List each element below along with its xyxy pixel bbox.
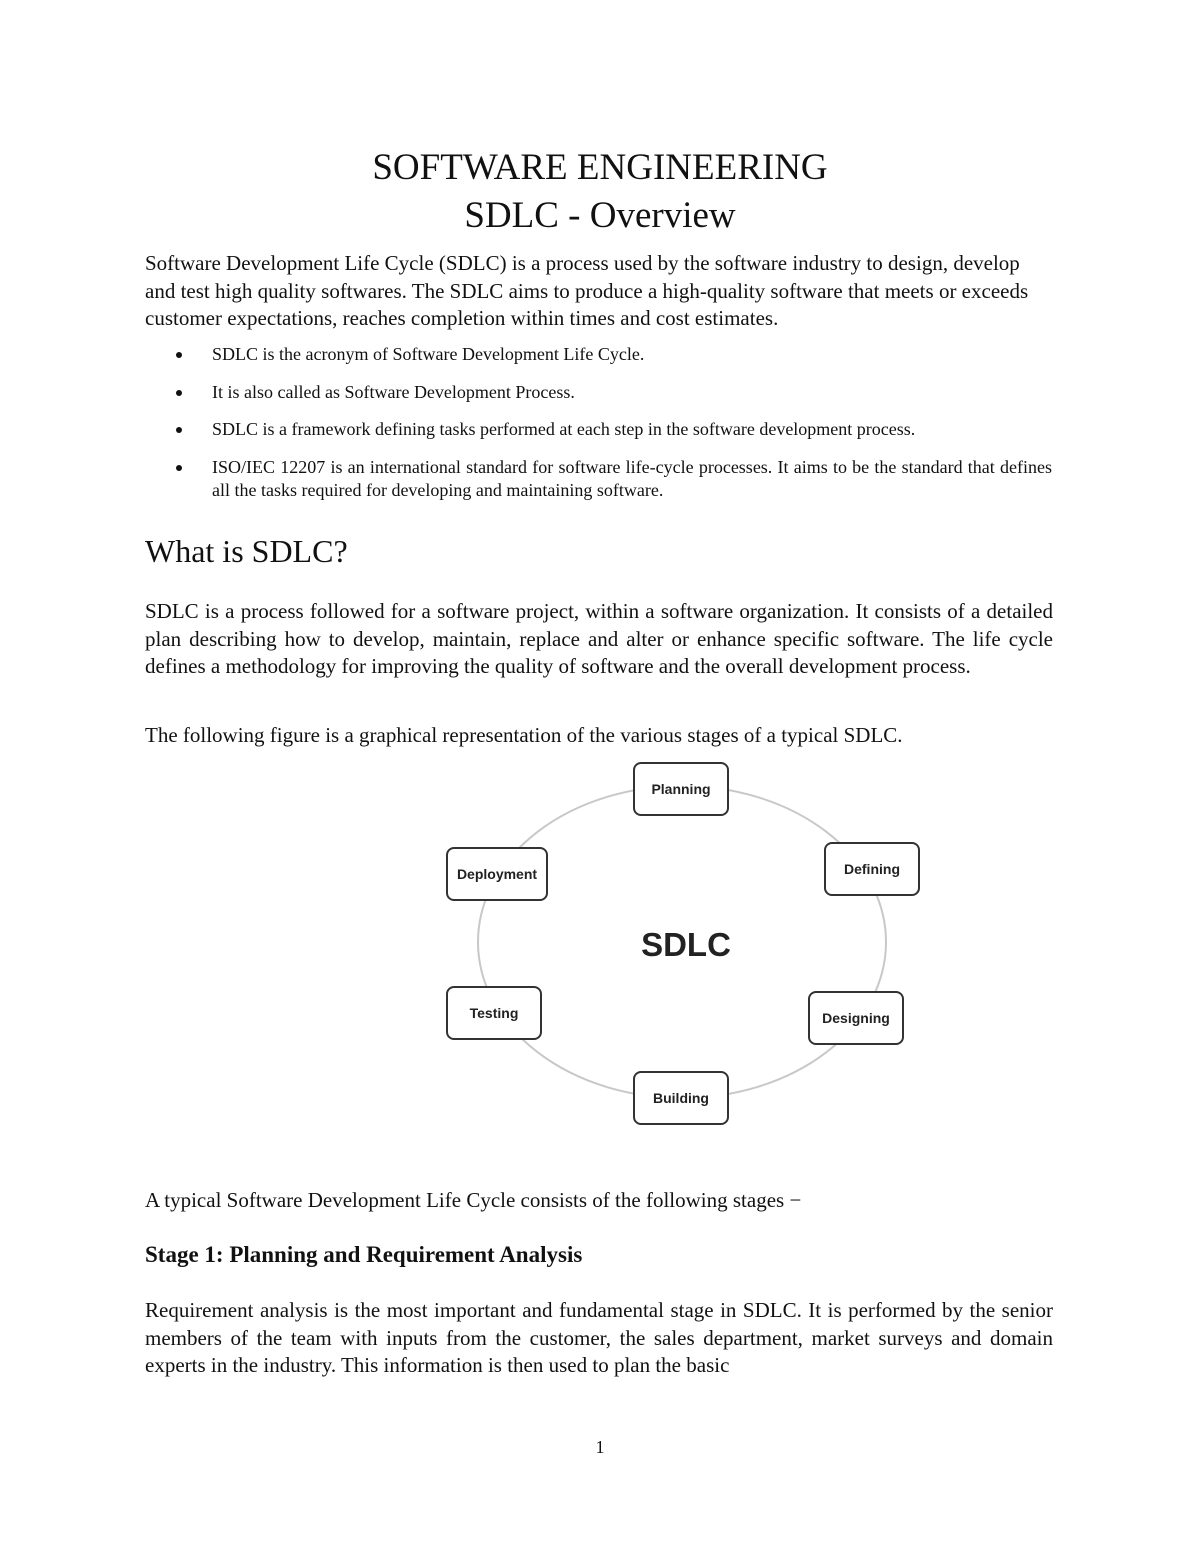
bullet-dot-icon: [176, 390, 182, 396]
section-heading-what-is-sdlc: What is SDLC?: [145, 533, 348, 569]
stage-label-planning: Planning: [651, 781, 711, 797]
stage-label-building: Building: [653, 1090, 709, 1106]
stage-box-defining: [825, 843, 919, 895]
stage-label-testing: Testing: [469, 1005, 519, 1021]
bullet-text: ISO/IEC 12207 is an international standard for software life-cycle processes. It aims to be the standard that defines all the tasks required for developing and maintaining software.: [212, 456, 1052, 500]
stage-box-building: [634, 1072, 728, 1124]
bullet-list: [172, 343, 1052, 516]
bullet-item: [172, 418, 1052, 441]
what-is-paragraph: SDLC is a process followed for a software project, within a software organization. It consists of a detailed plan describing how to develop, maintain, replace and alter or enhance specific software. The life cycle defines a methodology for improving the quality of software and the overall development process.: [145, 599, 1053, 678]
page-number: 1: [595, 1437, 605, 1457]
stage-label-deployment: Deployment: [456, 866, 538, 882]
stage-label-defining: Defining: [844, 861, 900, 877]
stage-box-deployment: [447, 848, 547, 900]
bullet-dot-icon: [176, 352, 182, 358]
bullet-item: [172, 381, 1052, 404]
stages-intro-paragraph: A typical Software Development Life Cycle consists of the following stages −: [145, 1188, 802, 1212]
stage-box-planning: [634, 763, 728, 815]
stage-label-designing: Designing: [822, 1010, 890, 1026]
bullet-item: [172, 456, 1052, 502]
sdlc-cycle-diagram: [420, 755, 940, 1135]
intro-paragraph: Software Development Life Cycle (SDLC) is a process used by the software industry to design, develop and test high quality softwares. The SDLC aims to produce a high-quality software that meets or exceeds customer expectations, reaches completion within times and cost estimates.: [145, 251, 1029, 330]
stage-box-designing: [809, 992, 903, 1044]
bullet-dot-icon: [176, 427, 182, 433]
bullet-item: [172, 343, 1052, 366]
figure-intro-paragraph: The following figure is a graphical representation of the various stages of a typical SDLC.: [145, 723, 903, 747]
diagram-center-label: SDLC: [641, 926, 731, 963]
section-heading-stage-1: Stage 1: Planning and Requirement Analysis: [145, 1242, 583, 1267]
stage-1-paragraph: Requirement analysis is the most important and fundamental stage in SDLC. It is performed by the senior members of the team with inputs from the customer, the sales department, market surveys and domain experts in the industry. This information is then used to plan the basic: [145, 1298, 1053, 1377]
bullet-text: SDLC is a framework defining tasks performed at each step in the software development process.: [212, 419, 916, 439]
bullet-text: SDLC is the acronym of Software Development Life Cycle.: [212, 344, 645, 364]
document-title: SOFTWARE ENGINEERING: [372, 147, 828, 188]
stage-box-testing: [447, 987, 541, 1039]
bullet-dot-icon: [176, 465, 182, 471]
bullet-text: It is also called as Software Development Process.: [212, 381, 575, 402]
document-subtitle: SDLC - Overview: [464, 195, 736, 236]
